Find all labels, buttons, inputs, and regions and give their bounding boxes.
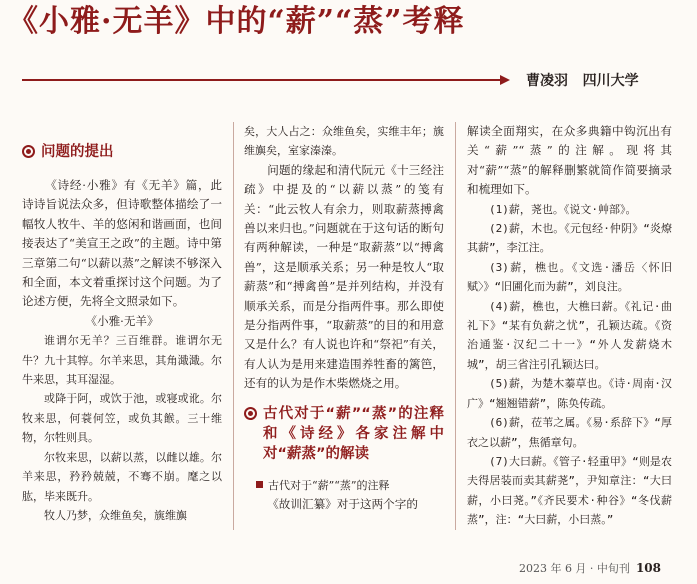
section2-heading [244, 404, 444, 464]
poem-stanza-1: 谁谓尔无羊？三百维群。谁谓尔无牛？九十其犉。尔羊来思，其角濈濈。尔牛来思，其耳湿湿。 [22, 334, 222, 387]
gloss-item: (4)薪，樵也，大樵曰薪。《礼记·曲礼下》“某有负薪之忧”，孔颖达疏。《资治通鉴·汉纪二十一》“外人发薪烧木城”，胡三省注引孔颖达曰。 [467, 299, 672, 371]
column-1 [22, 142, 222, 542]
header-rule-arrow [500, 75, 510, 85]
square-bullet-icon [256, 481, 263, 488]
column-divider-2 [455, 122, 456, 530]
section1-intro: 《诗经·小雅》有《无羊》篇，此诗诗旨说法众多，但诗歌整体描绘了一幅牧人牧牛、羊的悠闲和谐画面，也间接表达了“美宣王之政”的主题。诗中第三章第二句“以薪以蒸”之解读不够深入和全面，本文着重探讨这个问题。为了论述方便，先将全文照录如下。 [22, 178, 222, 309]
section1-heading-text: 问题的提出 [41, 144, 114, 160]
section-bullet-icon [22, 145, 35, 158]
poem-stanza-3: 尔牧来思，以薪以蒸，以雌以雄。尔羊来思，矜矜兢兢，不骞不崩。麾之以肱，毕来既升。 [22, 450, 222, 503]
section2-intro: 解读全面翔实，在众多典籍中钩沉出有关“薪”“蒸”的注解。现将其对“薪”“蒸”的解释删繁就简作简要摘录和梳理如下。 [467, 124, 672, 197]
column-2 [244, 122, 444, 532]
section2-intro-start: 《故训汇纂》对于这两个字的 [267, 497, 418, 512]
poem-stanza-2: 或降于阿，或饮于池，或寝或讹。尔牧来思，何蓑何笠，或负其餱。三十维物，尔牲则具。 [22, 392, 222, 445]
page-footer [519, 560, 661, 576]
byline [526, 70, 639, 90]
section2-heading-text: 古代对于“薪”“蒸”的注释和《诗经》各家注解中对“薪蒸”的解读 [263, 405, 444, 462]
author-name: 曹凌羽 [526, 73, 568, 89]
gloss-item: (5)薪，为楚木蓁草也。《诗·周南·汉广》“翘翘错薪”，陈奂传疏。 [467, 377, 672, 410]
column-3 [467, 122, 672, 547]
column-divider-1 [233, 122, 234, 530]
page-number: 108 [635, 561, 661, 575]
author-affiliation: 四川大学 [582, 73, 639, 89]
section1-discussion: 问题的缘起和清代阮元《十三经注疏》中提及的“以薪以蒸”的笺有关：“此云牧人有余力，则取薪蒸搏禽兽以来归也。”问题就在于这句话的断句有两种解读，一种是“取薪蒸”以“搏禽兽”，这是顺承关系；另一种是牧人“取薪蒸”和“搏禽兽”是并列结构，并没有顺承关系，而是分指两件事。那么即使是分指两件事，“取薪蒸”的目的和用意又是什么？有人说也许和“祭祀”有关，有人认为是用来建造围养牲畜的篱笆，还有的认为是作木柴燃烧之用。 [244, 162, 444, 391]
section1-heading [22, 142, 222, 162]
poem-stanza-4-end: 矣，大人占之：众维鱼矣，实维丰年；旐维旟矣，室家溱溱。 [244, 125, 444, 158]
poem-stanza-4-start: 牧人乃梦，众维鱼矣，旐维旟 [44, 508, 187, 522]
gloss-item: (6)薪，莅苇之属。《易·系辞下》“厚衣之以薪”，焦循章句。 [467, 416, 672, 449]
gloss-item: (1)薪，荛也。《说文·艸部》。 [489, 202, 637, 216]
poem-title: 《小雅·无羊》 [85, 313, 159, 328]
gloss-item: (2)薪，木也。《元包经·仲阴》“炎燎其薪”，李江注。 [467, 222, 672, 255]
article-title: 《小雅·无羊》中的“薪”“蒸”考释 [8, 4, 465, 39]
issue-label: 2023 年 6 月 · 中旬刊 [518, 562, 630, 575]
section2-subheading: 古代对于“薪”“蒸”的注释 [244, 476, 444, 495]
header-rule [22, 79, 506, 81]
gloss-item: (7)大曰薪。《管子·轻重甲》“则是农夫得居装而卖其薪荛”，尹知章注：“大曰薪，小曰荛。”《齐民要术·种谷》“冬伐薪蒸”，注：“大曰薪，小曰蒸。” [467, 454, 672, 527]
gloss-item: (3)薪，樵也。《文选·潘岳〈怀旧赋〉》“旧圃化而为薪”，刘良注。 [467, 260, 672, 294]
section-bullet-icon [244, 407, 257, 420]
